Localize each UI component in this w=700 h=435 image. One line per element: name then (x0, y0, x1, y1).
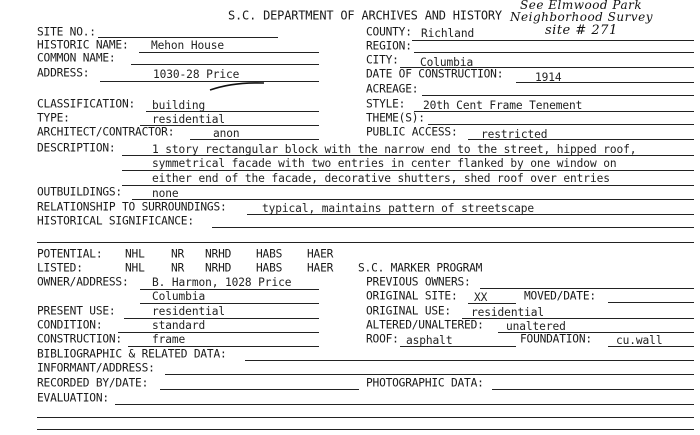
potential-code-haer: HAER (307, 246, 334, 261)
type-label: TYPE: (37, 110, 70, 125)
listed-code-nhl: NHL (125, 260, 145, 275)
style-line (414, 111, 694, 112)
type-value: residential (152, 113, 225, 126)
date-construction-label: DATE OF CONSTRUCTION: (366, 66, 504, 81)
construction-label: CONSTRUCTION: (37, 331, 122, 346)
present-use-label: PRESENT USE: (37, 303, 116, 318)
themes-line (428, 124, 694, 125)
acreage-line (422, 95, 694, 96)
architect-line (190, 139, 319, 140)
style-value: 20th Cent Frame Tenement (423, 99, 583, 112)
potential-code-habs: HABS (256, 246, 283, 261)
informant-line (165, 374, 694, 375)
relationship-line (247, 214, 694, 215)
present-use-value: residential (152, 305, 225, 318)
potential-label: POTENTIAL: (37, 246, 103, 261)
foundation-value: cu.wall (616, 334, 663, 347)
architect-label: ARCHITECT/CONTRACTOR: (37, 124, 175, 139)
listed-code-haer: HAER (307, 260, 334, 275)
classification-label: CLASSIFICATION: (37, 96, 136, 111)
owner-line-2: Columbia (152, 290, 206, 303)
roof-label: ROOF: (366, 331, 399, 346)
pen-stroke (208, 80, 268, 92)
informant-label: INFORMANT/ADDRESS: (37, 360, 155, 375)
site-no-label: SITE NO.: (37, 24, 96, 39)
owner-label: OWNER/ADDRESS: (37, 274, 129, 289)
photographic-line (492, 389, 694, 390)
outbuildings-value: none (152, 187, 179, 200)
previous-owners-label: PREVIOUS OWNERS: (366, 274, 471, 289)
original-site-value: XX (474, 291, 488, 304)
listed-code-habs: HABS (256, 260, 283, 275)
outbuildings-label: OUTBUILDINGS: (37, 184, 122, 199)
county-label: COUNTY: (366, 24, 412, 39)
listed-code-nr: NR (171, 260, 185, 275)
city-value: Columbia (420, 56, 474, 69)
moved-label: MOVED/DATE: (524, 288, 596, 303)
classification-line (146, 111, 319, 112)
owner-line-1: B. Harmon, 1028 Price (152, 276, 292, 289)
handwritten-note-line3: site # 271 (545, 23, 618, 38)
description-line-1: 1 story rectangular block with the narrow end to the street, hipped roof, (152, 143, 637, 156)
address-label: ADDRESS: (37, 65, 90, 80)
description-rule-2 (122, 170, 694, 171)
significance-line (212, 227, 694, 228)
common-name-line (131, 64, 319, 65)
roof-value: asphalt (406, 334, 453, 347)
altered-value: unaltered (506, 320, 566, 333)
region-line (414, 52, 694, 53)
description-rule-1 (122, 155, 694, 156)
original-use-line (462, 318, 694, 319)
handwritten-note-line2: Neighborhood Survey (510, 10, 654, 24)
original-site-line (468, 303, 516, 304)
public-access-line (468, 139, 694, 140)
altered-label: ALTERED/UNALTERED: (366, 317, 484, 332)
city-label: CITY: (366, 52, 399, 67)
evaluation-label: EVALUATION: (37, 390, 109, 405)
recorded-label: RECORDED BY/DATE: (37, 375, 149, 390)
construction-value: frame (152, 333, 186, 346)
date-construction-line (516, 82, 694, 83)
original-site-label: ORIGINAL SITE: (366, 288, 458, 303)
condition-value: standard (152, 319, 206, 332)
relationship-value: typical, maintains pattern of streetscape (262, 202, 535, 215)
potential-code-nhl: NHL (125, 246, 145, 261)
public-access-value: restricted (481, 128, 548, 141)
listed-code-nrhd: NRHD (205, 260, 232, 275)
architect-value: anon (213, 127, 240, 140)
condition-line (118, 332, 319, 333)
condition-label: CONDITION: (37, 317, 103, 332)
potential-code-nrhd: NRHD (205, 246, 232, 261)
description-line-3: either end of the facade, decorative shutters, shed roof over entries (152, 172, 610, 185)
foundation-label: FOUNDATION: (520, 331, 592, 346)
original-use-value: residential (471, 306, 544, 319)
significance-line-2 (37, 242, 694, 243)
historic-name-value: Mehon House (151, 39, 224, 52)
listed-label: LISTED: (37, 260, 83, 275)
common-name-label: COMMON NAME: (37, 50, 116, 65)
description-label: DESCRIPTION: (37, 140, 116, 155)
roof-line (400, 346, 516, 347)
date-construction-value: 1914 (535, 71, 562, 84)
county-value: Richland (421, 27, 475, 40)
historic-name-label: HISTORIC NAME: (37, 37, 129, 52)
description-line-2: symmetrical facade with two entries in center flanked by one window on (152, 157, 617, 170)
original-use-label: ORIGINAL USE: (366, 303, 451, 318)
biblio-label: BIBLIOGRAPHIC & RELATED DATA: (37, 346, 227, 361)
address-value: 1030-28 Price (153, 68, 240, 81)
description-rule-3 (122, 185, 694, 186)
biblio-line (245, 360, 694, 361)
evaluation-line-2 (37, 417, 694, 418)
classification-value: building (152, 99, 206, 112)
handwritten-note-line1: See Elmwood Park (520, 0, 643, 12)
style-label: STYLE: (366, 96, 406, 111)
themes-label: THEME(S): (366, 110, 425, 125)
evaluation-line (115, 404, 694, 405)
moved-line (608, 302, 694, 303)
marker-program: S.C. MARKER PROGRAM (358, 260, 483, 275)
historic-name-line (139, 52, 319, 53)
owner-rule-2 (140, 303, 319, 304)
county-line (412, 40, 694, 41)
significance-label: HISTORICAL SIGNIFICANCE: (37, 213, 194, 228)
relationship-label: RELATIONSHIP TO SURROUNDINGS: (37, 199, 227, 214)
region-label: REGION: (366, 38, 412, 53)
photographic-label: PHOTOGRAPHIC DATA: (366, 375, 484, 390)
evaluation-line-3 (37, 429, 694, 430)
acreage-label: ACREAGE: (366, 81, 419, 96)
form-title: S.C. DEPARTMENT OF ARCHIVES AND HISTORY (228, 7, 502, 23)
potential-code-nr: NR (171, 246, 185, 261)
recorded-line (160, 389, 359, 390)
public-access-label: PUBLIC ACCESS: (366, 124, 458, 139)
foundation-line (608, 346, 694, 347)
